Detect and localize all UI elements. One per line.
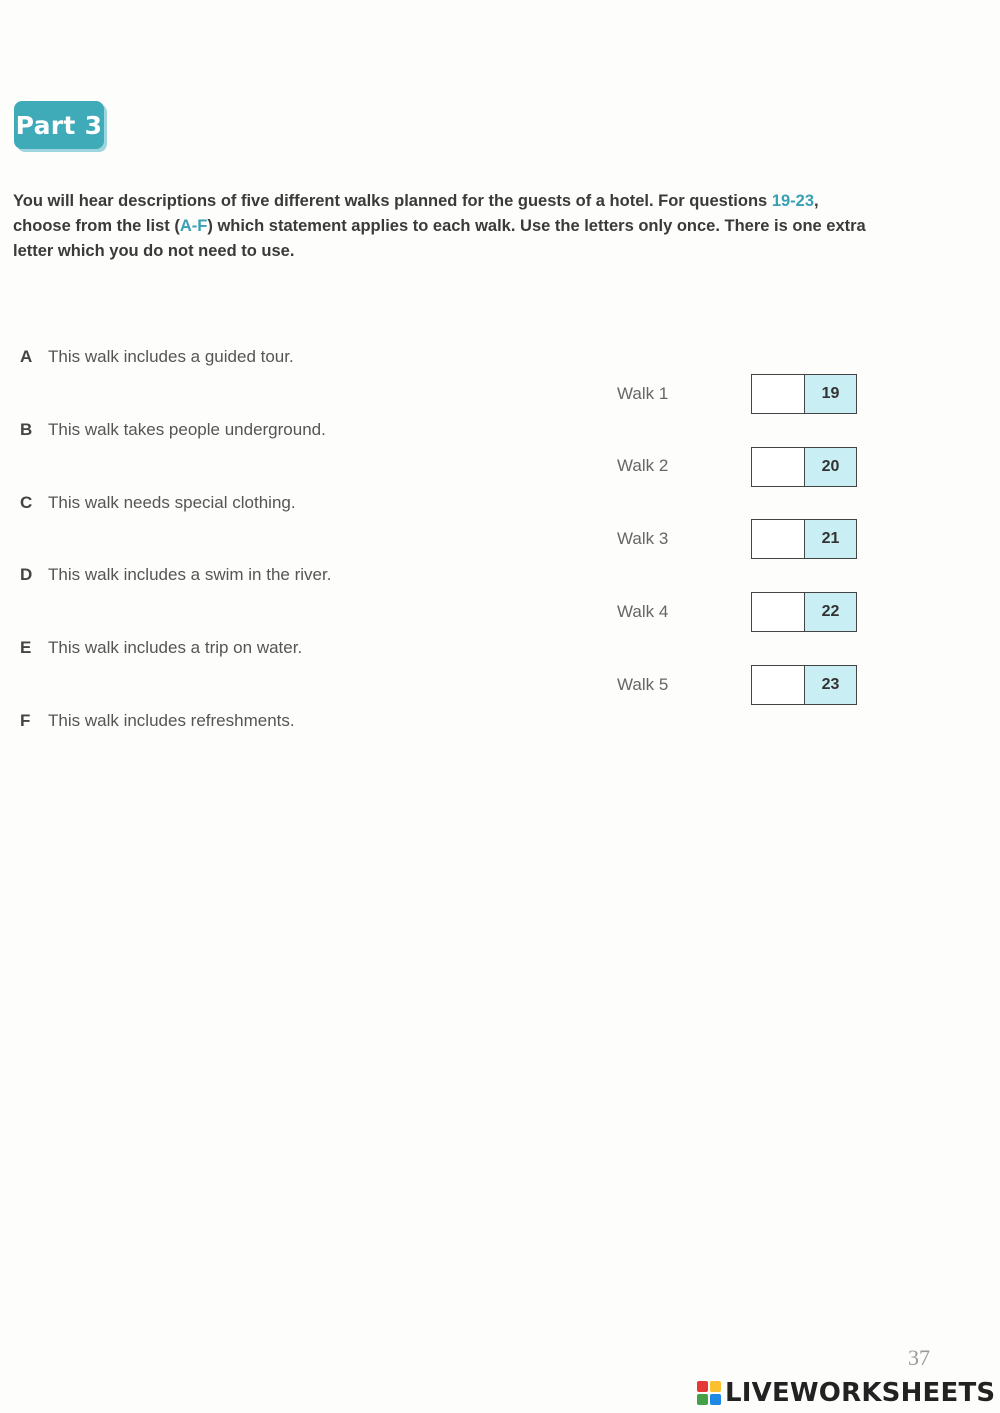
logo-square-yellow	[710, 1381, 721, 1392]
statement-letter: E	[20, 638, 32, 657]
statement-b	[20, 417, 326, 443]
statement-a	[20, 344, 294, 370]
statement-e	[20, 635, 302, 661]
part-title: Part 3	[15, 110, 103, 140]
statement-d	[20, 562, 331, 588]
statement-letter: D	[20, 565, 33, 584]
answer-input[interactable]	[752, 666, 805, 704]
instructions-text-1: You will hear descriptions of five different walks planned for the guests of a hotel. For questions	[13, 192, 772, 210]
walk-label-3: Walk 3	[617, 529, 669, 548]
logo-square-green	[697, 1394, 708, 1405]
walk-label-2: Walk 2	[617, 456, 669, 475]
walk-label-5: Walk 5	[617, 675, 669, 694]
answer-input[interactable]	[752, 375, 805, 413]
statement-text: This walk includes refreshments.	[48, 711, 295, 730]
statement-letter: C	[20, 493, 33, 512]
answer-box-21	[751, 519, 857, 559]
statement-c	[20, 490, 296, 516]
statement-letter: F	[20, 711, 31, 730]
question-number: 23	[805, 666, 856, 704]
liveworksheets-watermark	[697, 1375, 995, 1411]
statement-text: This walk includes a trip on water.	[48, 638, 303, 657]
logo-square-red	[697, 1381, 708, 1392]
answer-input[interactable]	[752, 593, 805, 631]
answer-box-20	[751, 447, 857, 487]
page-number: 37	[908, 1345, 930, 1370]
walk-label-1: Walk 1	[617, 384, 669, 403]
statement-text: This walk takes people underground.	[48, 420, 326, 439]
answer-box-22	[751, 592, 857, 632]
statement-text: This walk needs special clothing.	[48, 493, 296, 512]
answer-input[interactable]	[752, 448, 805, 486]
walk-label-4: Walk 4	[617, 602, 669, 621]
instructions	[13, 189, 873, 264]
statement-letter: A	[20, 347, 33, 366]
instructions-text-3: ) which statement applies to each walk. Use the letters only once. There is one extra letter which you do not need to use.	[13, 217, 866, 260]
liveworksheets-logo-icon	[697, 1381, 721, 1405]
statement-f	[20, 708, 295, 734]
instructions-text-2: , choose from the list (	[13, 192, 819, 235]
part-badge	[14, 101, 104, 149]
answer-box-19	[751, 374, 857, 414]
answer-box-23	[751, 665, 857, 705]
watermark-text: LIVEWORKSHEETS	[725, 1378, 996, 1408]
question-number: 21	[805, 520, 856, 558]
logo-square-blue	[710, 1394, 721, 1405]
question-range: 19-23	[771, 192, 815, 210]
statement-text: This walk includes a guided tour.	[48, 347, 294, 366]
question-number: 19	[805, 375, 856, 413]
question-number: 22	[805, 593, 856, 631]
statement-letter: B	[20, 420, 33, 439]
statement-text: This walk includes a swim in the river.	[48, 565, 332, 584]
letter-range: A-F	[179, 217, 208, 235]
question-number: 20	[805, 448, 856, 486]
answer-input[interactable]	[752, 520, 805, 558]
